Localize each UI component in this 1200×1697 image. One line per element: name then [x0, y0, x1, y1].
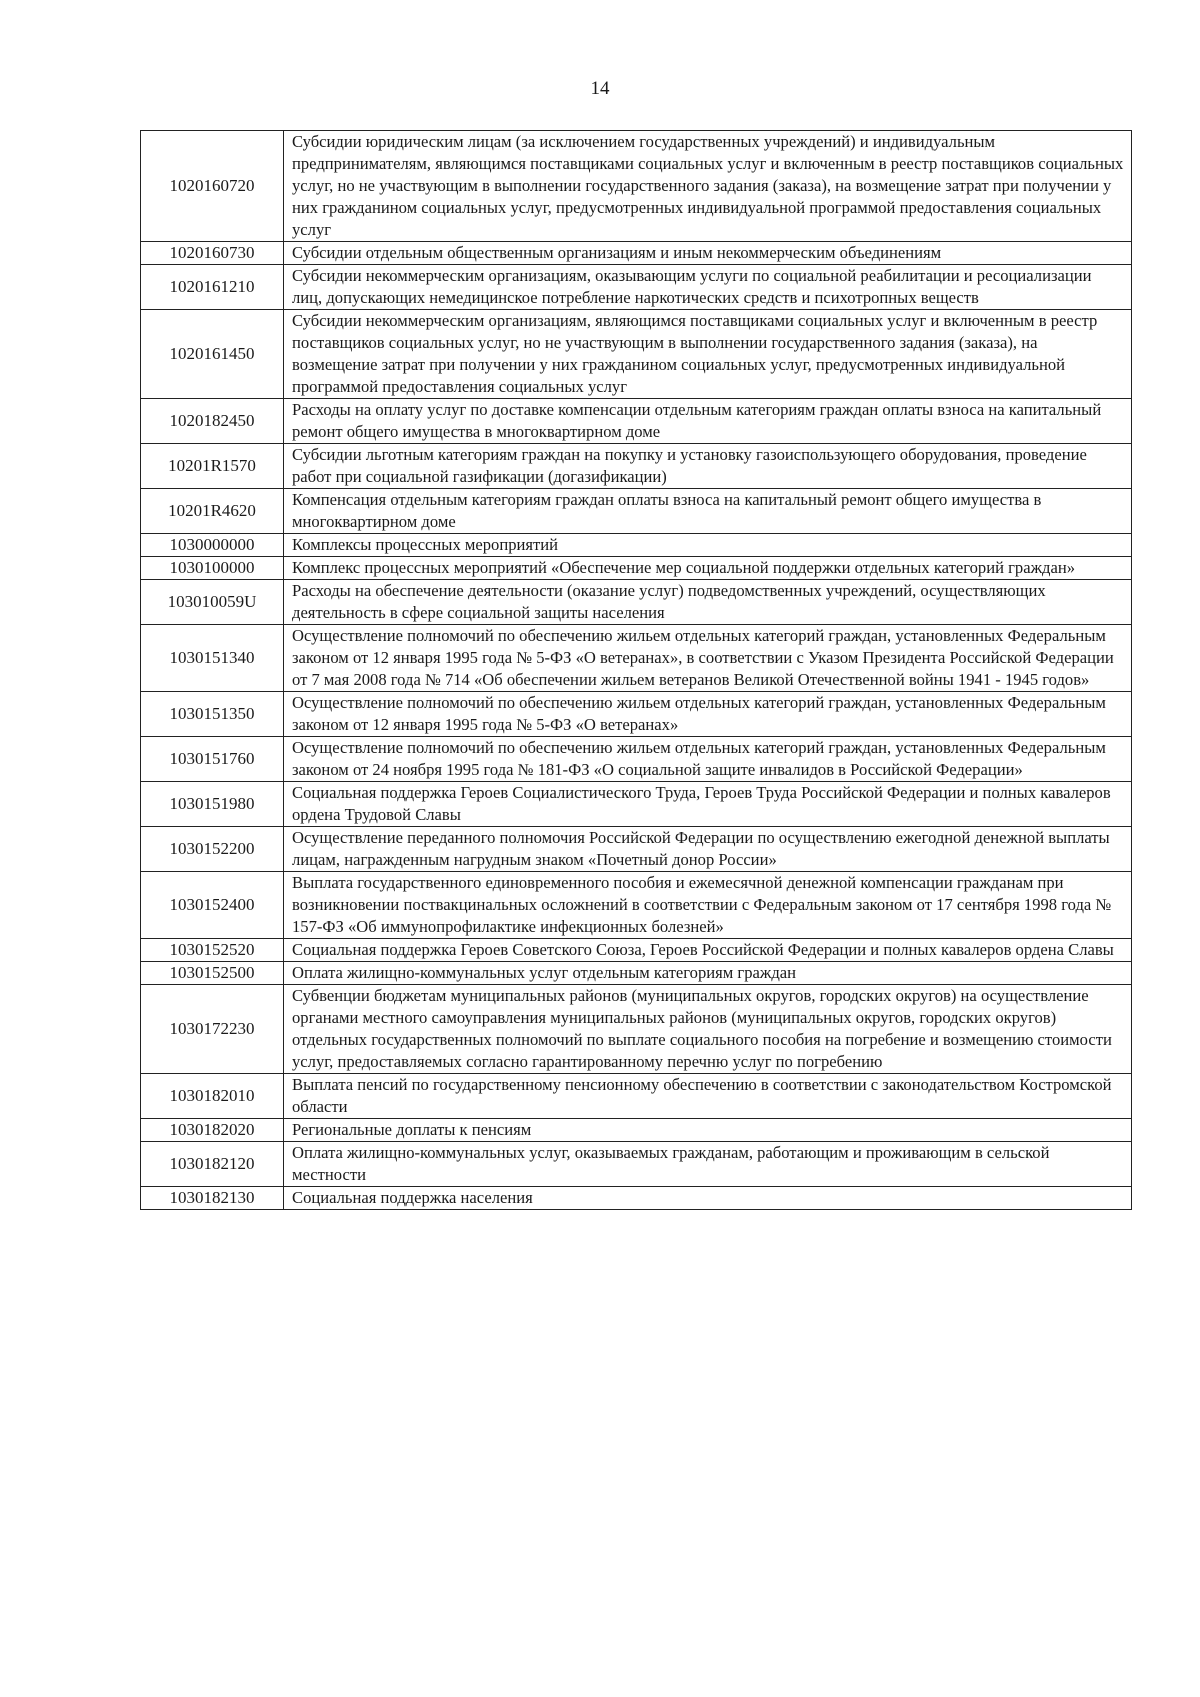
table-row [141, 265, 1132, 310]
table-row [141, 1074, 1132, 1119]
description-cell: Компенсация отдельным категориям граждан оплаты взноса на капитальный ремонт общего имущества в многоквартирном доме [284, 489, 1132, 534]
table-row [141, 242, 1132, 265]
budget-code-cell: 1030152400 [141, 872, 284, 939]
description-cell: Комплексы процессных мероприятий [284, 534, 1132, 557]
budget-code-cell: 1030000000 [141, 534, 284, 557]
table-row [141, 1187, 1132, 1210]
description-cell: Субвенции бюджетам муниципальных районов (муниципальных округов, городских округов) на осуществление органами местного самоуправления муниципальных районов (муниципальных округов, городских округов) отдельных государственных полномочий по выплате социального пособия на погребение и возмещению стоимости услуг, предоставляемых согласно гарантированному перечню услуг по погребению [284, 985, 1132, 1074]
description-cell: Субсидии отдельным общественным организациям и иным некоммерческим объединениям [284, 242, 1132, 265]
budget-code-cell: 103010059U [141, 580, 284, 625]
description-cell: Субсидии льготным категориям граждан на покупку и установку газоиспользующего оборудования, проведение работ при социальной газификации (догазификации) [284, 444, 1132, 489]
table-row [141, 939, 1132, 962]
table-row [141, 489, 1132, 534]
budget-code-cell: 1030172230 [141, 985, 284, 1074]
table-row [141, 399, 1132, 444]
description-cell: Социальная поддержка населения [284, 1187, 1132, 1210]
budget-code-cell: 1020161450 [141, 310, 284, 399]
table-row [141, 310, 1132, 399]
description-cell: Субсидии некоммерческим организациям, являющимся поставщиками социальных услуг и включенным в реестр поставщиков социальных услуг, но не участвующим в выполнении государственного задания (заказа), на возмещение затрат при получении у них гражданином социальных услуг, предусмотренных индивидуальной программой предоставления социальных услуг [284, 310, 1132, 399]
table-row [141, 737, 1132, 782]
description-cell: Осуществление полномочий по обеспечению жильем отдельных категорий граждан, установленных Федеральным законом от 12 января 1995 года № 5-ФЗ «О ветеранах», в соответствии с Указом Президента Российской Федерации от 7 мая 2008 года № 714 «Об обеспечении жильем ветеранов Великой Отечественной войны 1941 - 1945 годов» [284, 625, 1132, 692]
table-row [141, 692, 1132, 737]
description-cell: Комплекс процессных мероприятий «Обеспечение мер социальной поддержки отдельных категорий граждан» [284, 557, 1132, 580]
table-row [141, 580, 1132, 625]
description-cell: Оплата жилищно-коммунальных услуг отдельным категориям граждан [284, 962, 1132, 985]
table-row [141, 872, 1132, 939]
budget-code-cell: 1030151340 [141, 625, 284, 692]
table-row [141, 962, 1132, 985]
description-cell: Субсидии некоммерческим организациям, оказывающим услуги по социальной реабилитации и ресоциализации лиц, допускающих немедицинское потребление наркотических средств и психотропных веществ [284, 265, 1132, 310]
table-row [141, 827, 1132, 872]
description-cell: Оплата жилищно-коммунальных услуг, оказываемых гражданам, работающим и проживающим в сельской местности [284, 1142, 1132, 1187]
description-cell: Осуществление полномочий по обеспечению жильем отдельных категорий граждан, установленных Федеральным законом от 24 ноября 1995 года № 181-ФЗ «О социальной защите инвалидов в Российской Федерации» [284, 737, 1132, 782]
table-row [141, 625, 1132, 692]
budget-codes-table [140, 130, 1132, 1210]
budget-code-cell: 1030182010 [141, 1074, 284, 1119]
page-number: 14 [590, 78, 610, 99]
description-cell: Выплата пенсий по государственному пенсионному обеспечению в соответствии с законодательством Костромской области [284, 1074, 1132, 1119]
description-cell: Осуществление переданного полномочия Российской Федерации по осуществлению ежегодной денежной выплаты лицам, награжденным нагрудным знаком «Почетный донор России» [284, 827, 1132, 872]
table-row [141, 782, 1132, 827]
budget-code-cell: 1030151350 [141, 692, 284, 737]
budget-code-cell: 1030152200 [141, 827, 284, 872]
table-row [141, 1119, 1132, 1142]
table-row [141, 444, 1132, 489]
budget-code-cell: 1030152520 [141, 939, 284, 962]
budget-code-cell: 10201R4620 [141, 489, 284, 534]
description-cell: Субсидии юридическим лицам (за исключением государственных учреждений) и индивидуальным предпринимателям, являющимся поставщиками социальных услуг и включенным в реестр поставщиков социальных услуг, но не участвующим в выполнении государственного задания (заказа), на возмещение затрат при получении у них гражданином социальных услуг, предусмотренных индивидуальной программой предоставления социальных услуг [284, 131, 1132, 242]
description-cell: Выплата государственного единовременного пособия и ежемесячной денежной компенсации гражданам при возникновении поствакцинальных осложнений в соответствии с Федеральным законом от 17 сентября 1998 года № 157-ФЗ «Об иммунопрофилактике инфекционных болезней» [284, 872, 1132, 939]
budget-code-cell: 1030151760 [141, 737, 284, 782]
budget-code-cell: 1030182020 [141, 1119, 284, 1142]
description-cell: Региональные доплаты к пенсиям [284, 1119, 1132, 1142]
description-cell: Социальная поддержка Героев Социалистического Труда, Героев Труда Российской Федерации и полных кавалеров ордена Трудовой Славы [284, 782, 1132, 827]
budget-code-cell: 1030152500 [141, 962, 284, 985]
table-row [141, 131, 1132, 242]
budget-code-cell: 1020182450 [141, 399, 284, 444]
budget-code-cell: 1020160730 [141, 242, 284, 265]
budget-code-cell: 1020160720 [141, 131, 284, 242]
description-cell: Расходы на обеспечение деятельности (оказание услуг) подведомственных учреждений, осуществляющих деятельность в сфере социальной защиты населения [284, 580, 1132, 625]
budget-code-cell: 1030182130 [141, 1187, 284, 1210]
description-cell: Осуществление полномочий по обеспечению жильем отдельных категорий граждан, установленных Федеральным законом от 12 января 1995 года № 5-ФЗ «О ветеранах» [284, 692, 1132, 737]
description-cell: Социальная поддержка Героев Советского Союза, Героев Российской Федерации и полных кавалеров ордена Славы [284, 939, 1132, 962]
description-cell: Расходы на оплату услуг по доставке компенсации отдельным категориям граждан оплаты взноса на капитальный ремонт общего имущества в многоквартирном доме [284, 399, 1132, 444]
budget-code-cell: 1020161210 [141, 265, 284, 310]
budget-code-cell: 1030151980 [141, 782, 284, 827]
table-row [141, 985, 1132, 1074]
table-row [141, 557, 1132, 580]
budget-code-cell: 1030100000 [141, 557, 284, 580]
table-row [141, 534, 1132, 557]
budget-code-cell: 1030182120 [141, 1142, 284, 1187]
budget-code-cell: 10201R1570 [141, 444, 284, 489]
table-row [141, 1142, 1132, 1187]
